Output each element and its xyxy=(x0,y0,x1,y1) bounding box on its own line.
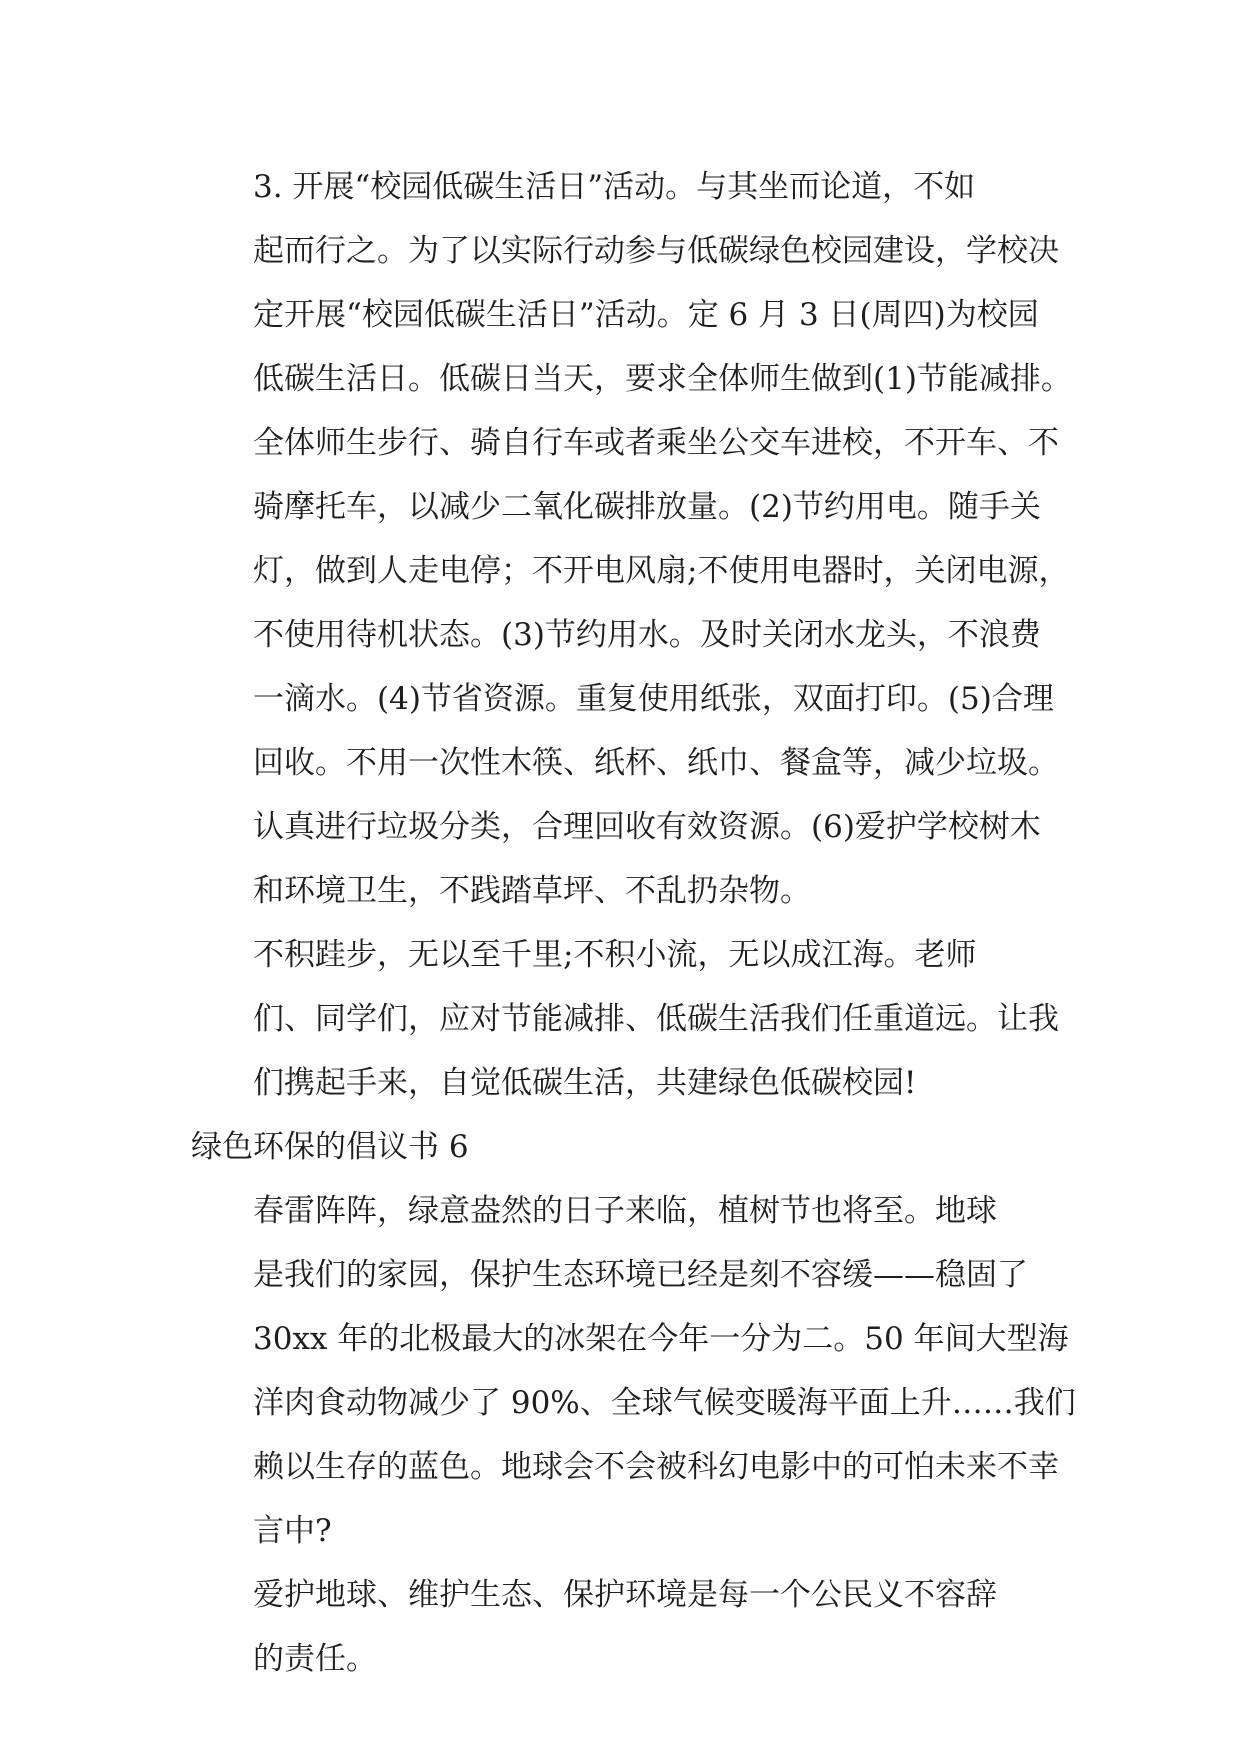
paragraph-low-carbon-day xyxy=(191,155,1072,923)
paragraph-spring-intro xyxy=(191,1179,1076,1563)
text-line: 春雷阵阵，绿意盎然的日子来临，植树节也将至。地球 xyxy=(253,1193,997,1229)
text-line: 不积跬步，无以至千里;不积小流，无以成江海。老师 xyxy=(253,937,977,973)
text-line: 不使用待机状态。(3)节约用水。及时关闭水龙头，不浪费 xyxy=(253,617,1041,653)
text-line: 3. 开展“校园低碳生活日”活动。与其坐而论道，不如 xyxy=(253,169,976,205)
text-line: 灯，做到人走电停；不开电风扇;不使用电器时，关闭电源， xyxy=(253,553,1070,589)
text-line: 30xx 年的北极最大的冰架在今年一分为二。50 年间大型海 xyxy=(253,1321,1069,1357)
text-line: 回收。不用一次性木筷、纸杯、纸巾、餐盒等，减少垃圾。 xyxy=(253,745,1059,781)
text-line: 定开展“校园低碳生活日”活动。定 6 月 3 日(周四)为校园 xyxy=(253,297,1039,333)
paragraph-responsibility xyxy=(191,1563,1061,1691)
text-line: 骑摩托车，以减少二氧化碳排放量。(2)节约用电。随手关 xyxy=(253,489,1041,525)
text-line: 和环境卫生，不践踏草坪、不乱扔杂物。 xyxy=(253,873,811,909)
text-line: 全体师生步行、骑自行车或者乘坐公交车进校，不开车、不 xyxy=(253,425,1059,461)
text-line: 赖以生存的蓝色。地球会不会被科幻电影中的可怕未来不幸 xyxy=(253,1449,1059,1485)
text-line: 的责任。 xyxy=(253,1641,377,1677)
text-line: 言中? xyxy=(253,1513,332,1549)
text-line: 认真进行垃圾分类，合理回收有效资源。(6)爱护学校树木 xyxy=(253,809,1041,845)
text-line: 起而行之。为了以实际行动参与低碳绿色校园建设，学校决 xyxy=(253,233,1059,269)
text-line: 低碳生活日。低碳日当天，要求全体师生做到(1)节能减排。 xyxy=(253,361,1072,397)
text-line: 一滴水。(4)节省资源。重复使用纸张，双面打印。(5)合理 xyxy=(253,681,1054,717)
text-line: 们携起手来，自觉低碳生活，共建绿色低碳校园! xyxy=(253,1065,917,1101)
paragraph-closing-call xyxy=(191,923,1061,1115)
text-line: 洋肉食动物减少了 90%、全球气候变暖海平面上升……我们 xyxy=(253,1385,1076,1421)
document-body xyxy=(191,155,1076,1691)
text-line: 们、同学们，应对节能减排、低碳生活我们任重道远。让我 xyxy=(253,1001,1059,1037)
text-line: 爱护地球、维护生态、保护环境是每一个公民义不容辞 xyxy=(253,1577,997,1613)
heading-text: 绿色环保的倡议书 6 xyxy=(191,1129,469,1165)
text-line: 是我们的家园，保护生态环境已经是刻不容缓——稳固了 xyxy=(253,1257,1028,1293)
section-heading xyxy=(191,1115,1061,1179)
